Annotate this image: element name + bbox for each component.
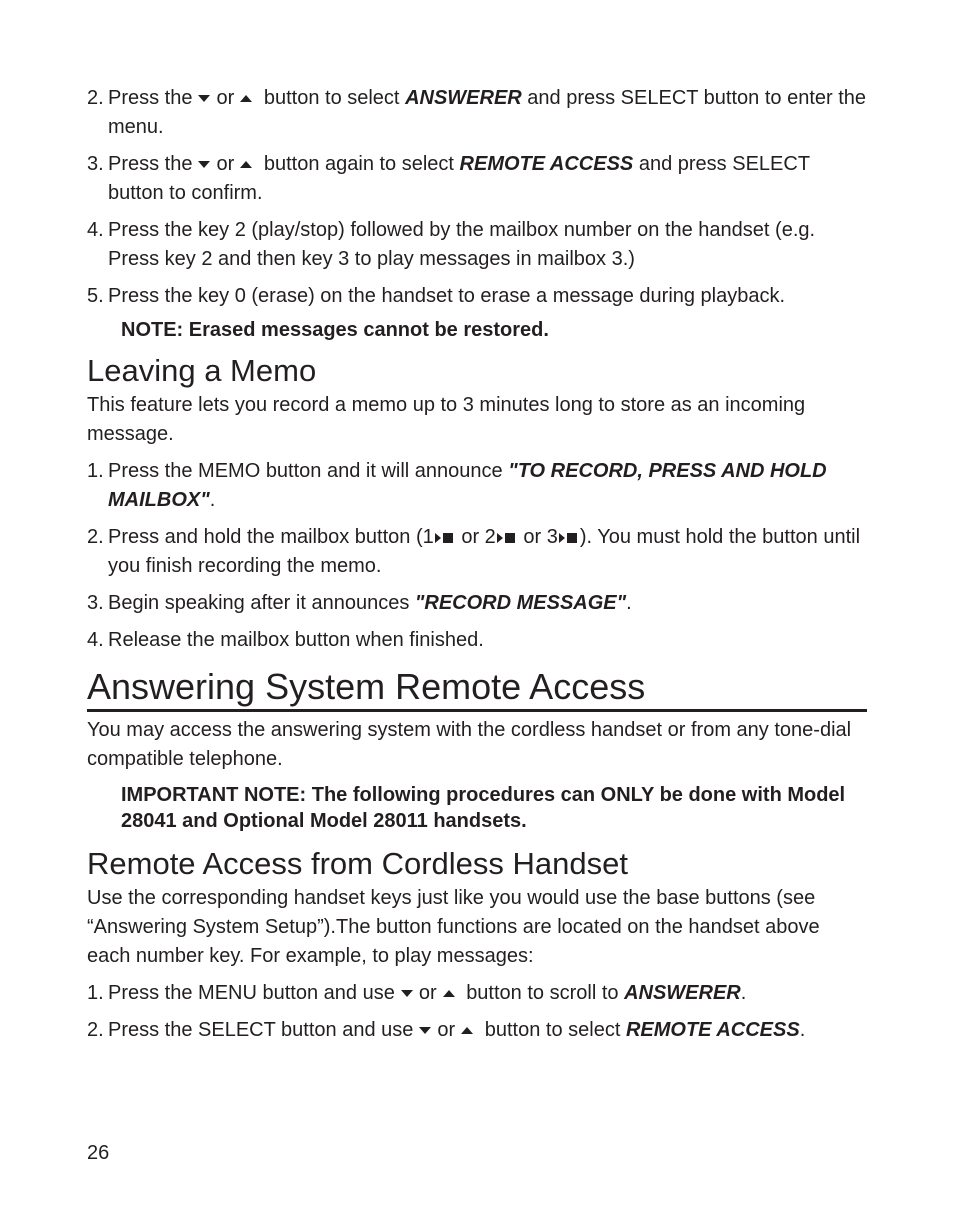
play-stop-icon (558, 531, 580, 545)
arrow-up-icon (461, 1027, 473, 1034)
page-number: 26 (87, 1142, 110, 1164)
step-play-mailbox: 4. Press the key 2 (play/stop) followed by the mailbox number on the handset (e.g. Press key 2 and then key 3 to play messages in mailbox 3.) (87, 219, 816, 270)
remote-access-heading: Answering System Remote Access (87, 665, 867, 712)
cordless-heading: Remote Access from Cordless Handset (87, 846, 628, 881)
step-erase-message: 5. Press the key 0 (erase) on the handset to erase a message during playback. (87, 285, 786, 307)
arrow-up-icon (240, 95, 252, 102)
note-erased: NOTE: Erased messages cannot be restored. (121, 319, 549, 341)
important-note: IMPORTANT NOTE: The following procedures can ONLY be done with Model 28041 and Optional Model 28011 handsets. (121, 784, 846, 832)
memo-step-speak: 3. Begin speaking after it announces "RECORD MESSAGE". (87, 592, 632, 614)
memo-step-release: 4. Release the mailbox button when finished. (87, 629, 484, 651)
arrow-up-icon (443, 990, 455, 997)
arrow-down-icon (401, 990, 413, 997)
manual-page (87, 84, 867, 1045)
play-stop-icon (496, 531, 518, 545)
arrow-down-icon (198, 161, 210, 168)
cordless-intro: Use the corresponding handset keys just like you would use the base buttons (see “Answering System Setup”).The button functions are located on the handset above each number key. For example, to play messages: (87, 887, 820, 967)
memo-heading: Leaving a Memo (87, 353, 317, 388)
arrow-down-icon (198, 95, 210, 102)
cordless-step-select: 2. Press the SELECT button and use or button to select REMOTE ACCESS. (87, 1019, 806, 1041)
cordless-step-menu: 1. Press the MENU button and use or button to scroll to ANSWERER. (87, 982, 747, 1004)
step-select-remote-access: 3. Press the or button again to select REMOTE ACCESS and press SELECT button to confirm. (87, 153, 810, 204)
step-select-answerer: 2. Press the or button to select ANSWERER and press SELECT button to enter the menu. (87, 87, 867, 138)
arrow-down-icon (419, 1027, 431, 1034)
memo-step-announce: 1. Press the MEMO button and it will announce "TO RECORD, PRESS AND HOLD MAILBOX". (87, 460, 827, 511)
memo-step-hold-mailbox: 2. Press and hold the mailbox button (1 or 2 or 3 ). You must hold the button until you finish recording the memo. (87, 526, 861, 577)
memo-intro: This feature lets you record a memo up to 3 minutes long to store as an incoming message. (87, 394, 806, 445)
arrow-up-icon (240, 161, 252, 168)
play-stop-icon (434, 531, 456, 545)
remote-access-intro: You may access the answering system with the cordless handset or from any tone-dial compatible telephone. (87, 719, 852, 770)
